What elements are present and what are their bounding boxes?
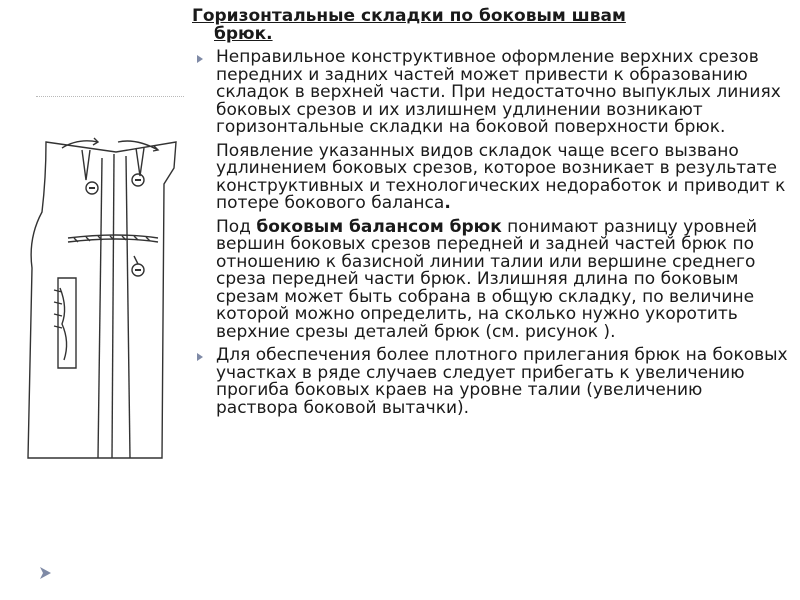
paragraph-2-text: Появление указанных видов складок чаще всего вызвано удлинением боковых срезов, которое возникает в результате конструктивных и технологических недоработок и приводит к потере бокового баланса <box>216 140 786 213</box>
page-title <box>192 8 788 43</box>
paragraph-1-text: Неправильное конструктивное оформление верхних срезов передних и задних частей может привести к образованию складок в верхней части. При недостаточно выпуклых линиях боковых срезов и их излишнем удлинении возникают горизонтальные складки на боковой поверхности брюк. <box>216 47 781 137</box>
next-slide-arrow-icon[interactable] <box>38 566 52 580</box>
bullet-paragraph-4 <box>192 347 788 417</box>
paragraph-3-pre: Под <box>216 216 257 237</box>
title-line-2: брюк. <box>214 23 273 44</box>
title-line-1: Горизонтальные складки по боковым швам <box>192 6 626 26</box>
trousers-diagram <box>18 128 190 460</box>
paragraph-2 <box>192 140 788 213</box>
bullet-paragraph-1 <box>192 49 788 137</box>
slide-text <box>192 8 788 423</box>
paragraph-3-term: боковым балансом брюк <box>256 216 502 237</box>
paragraph-4-text: Для обеспечения более плотного прилегания брюк на боковых участках в ряде случаев следует прибегать к увеличению прогиба боковых краев на уровне талии (увеличению раствора боковой вытачки). <box>216 345 788 418</box>
paragraph-3-post: понимают разницу уровней вершин боковых срезов передней и задней частей брюк по отношению к базисной линии талии или вершине среднего среза передней части брюк. Излишняя длина по боковым срезам может быть собрана в общую складку, по величине которой можно определить, на сколько нужно укоротить верхние срезы деталей брюк (см. рисунок ). <box>216 216 758 342</box>
paragraph-2-end: . <box>444 193 451 213</box>
decorative-divider <box>36 96 184 97</box>
paragraph-3 <box>192 216 788 342</box>
